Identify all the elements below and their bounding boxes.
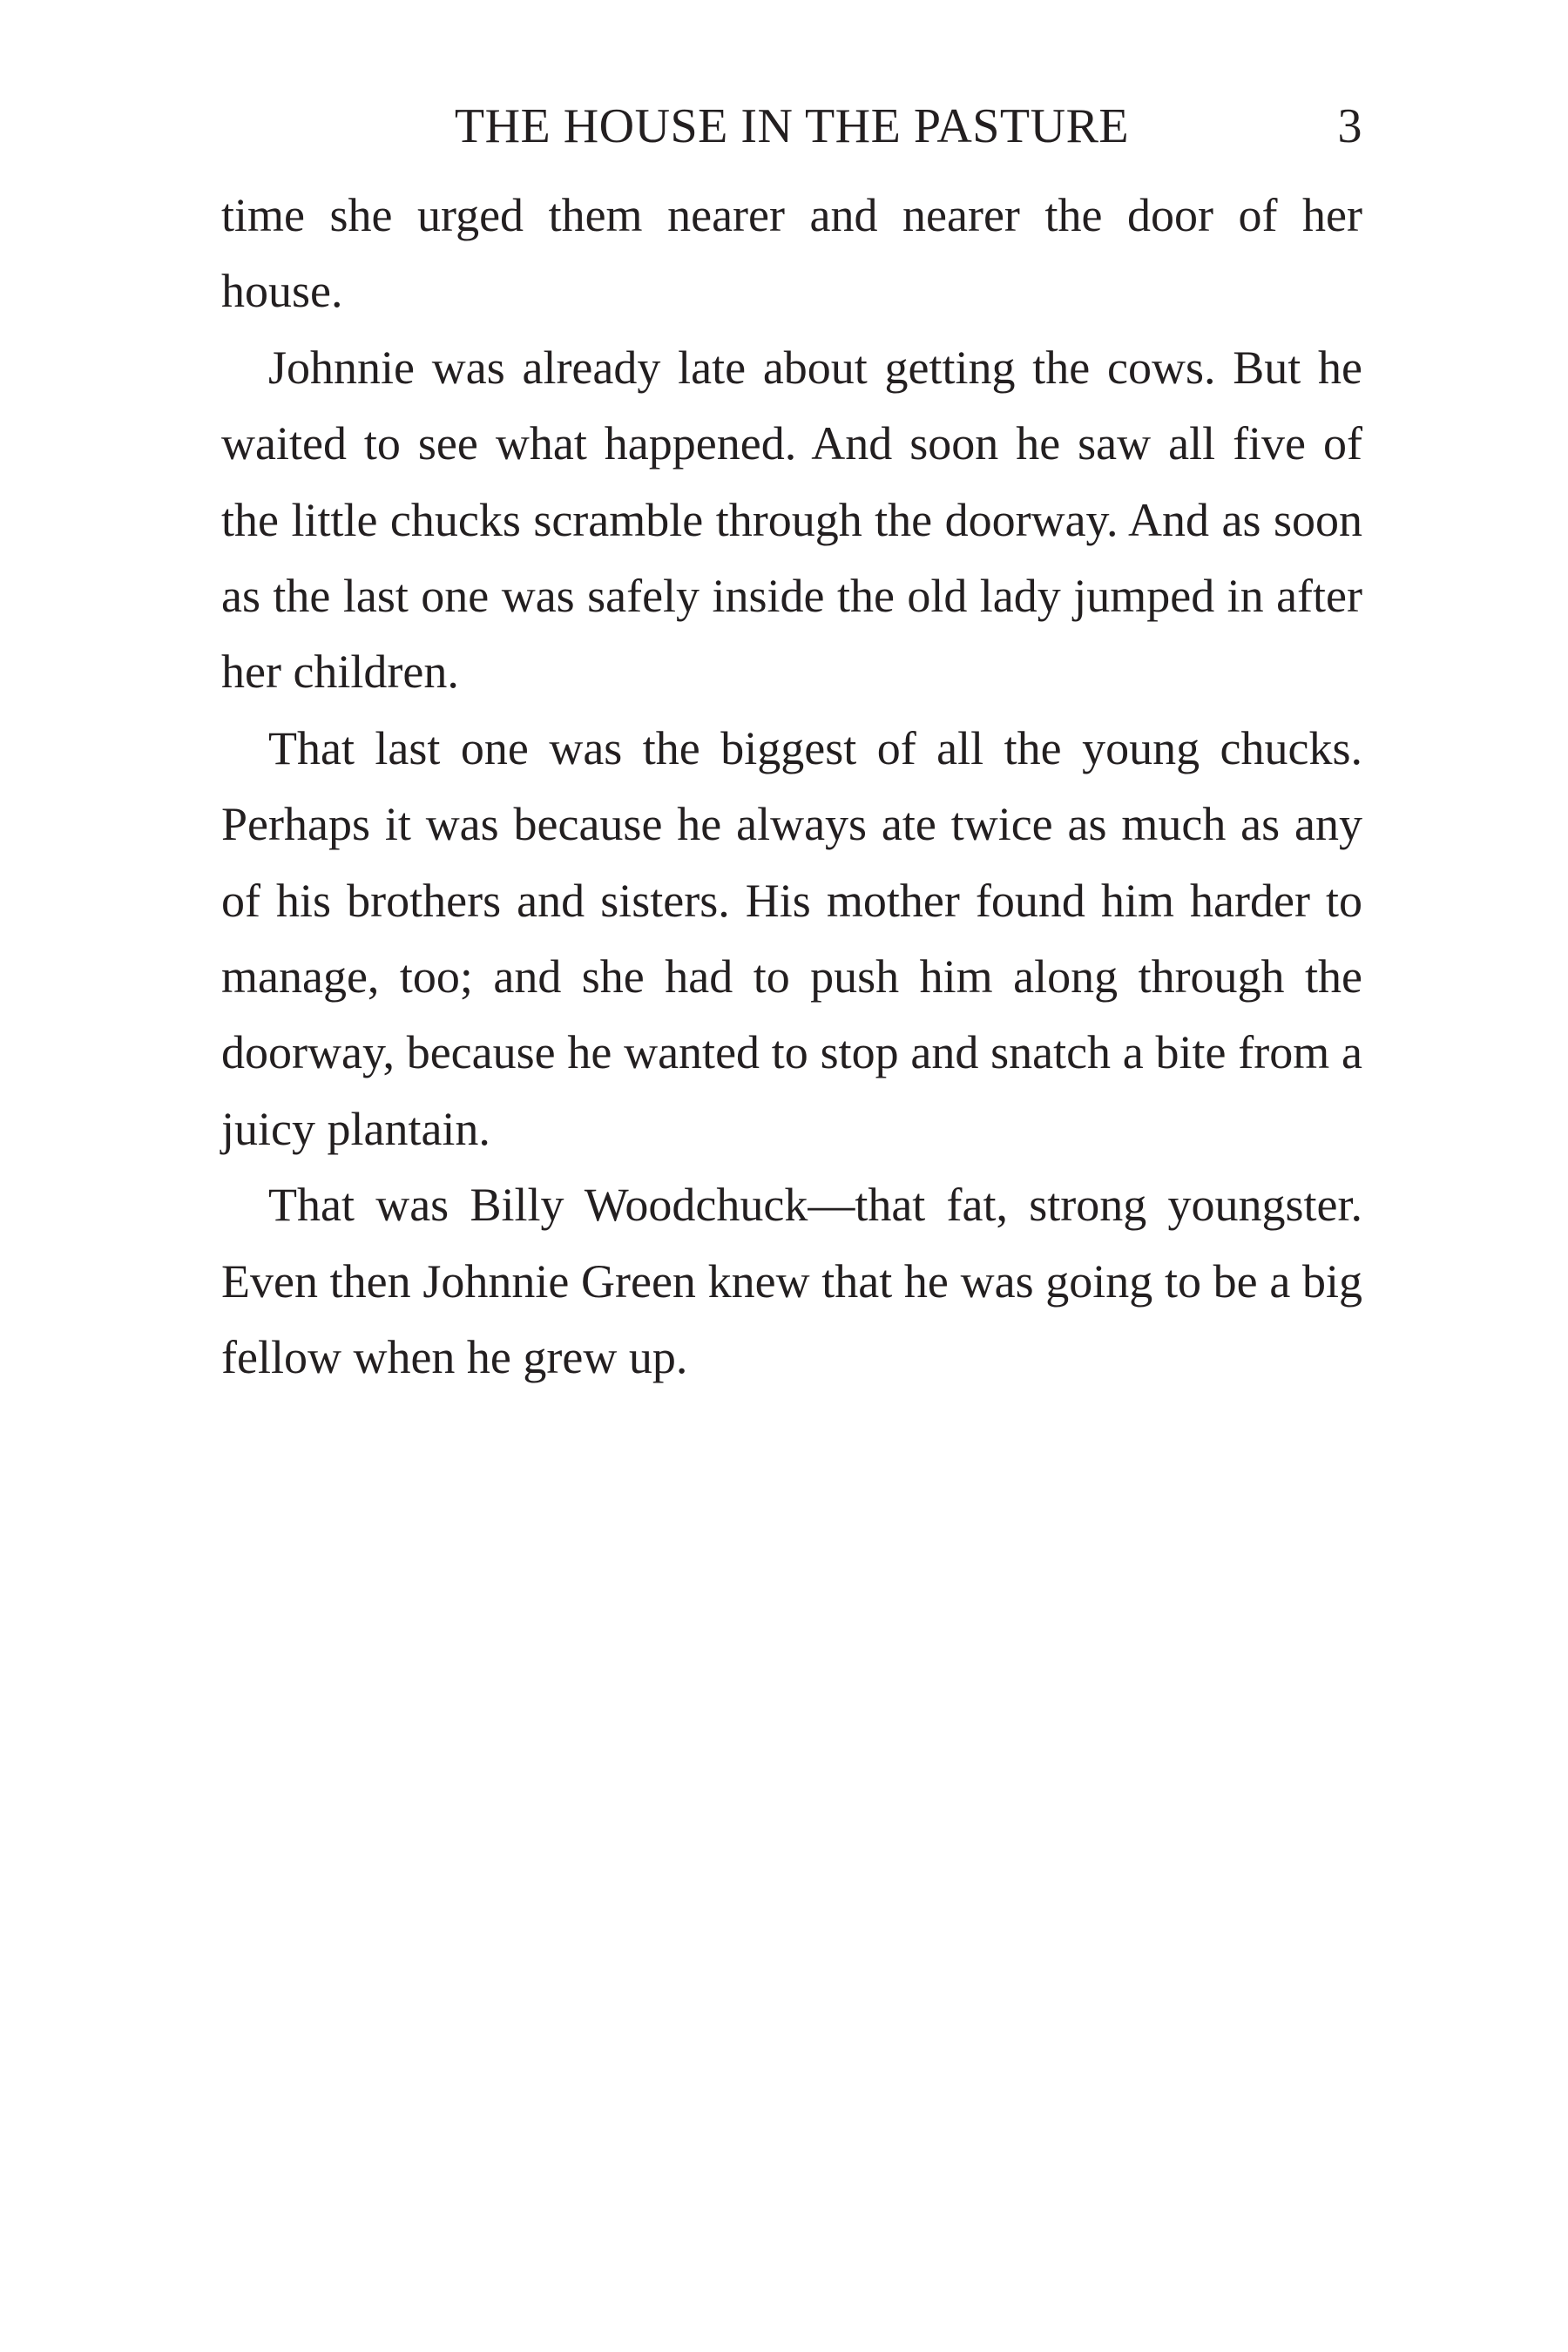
body-text [221, 178, 1362, 1396]
paragraph: That last one was the biggest of all the young chucks. Perhaps it was because he always ate twice as much as any of his brothers and sisters. His mother found him harder to manage, too; and she had to push him along through the doorway, because he wanted to stop and snatch a bite from a juicy plantain. [221, 721, 1362, 1155]
running-head [221, 87, 1362, 166]
page-number: 3 [1337, 99, 1362, 153]
running-title: THE HOUSE IN THE PASTURE [454, 99, 1130, 153]
paragraph: That was Billy Woodchuck—that fat, strong youngster. Even then Johnnie Green knew that he was going to be a big fellow when he grew up. [221, 1179, 1362, 1384]
paragraph: Johnnie was already late about getting the cows. But he waited to see what happened. And soon he saw all five of the little chucks scramble through the doorway. And as soon as the last one was safely inside the old lady jumped in after her children. [221, 341, 1362, 699]
paragraph-continued: time she urged them nearer and nearer the door of her house. [221, 189, 1362, 318]
